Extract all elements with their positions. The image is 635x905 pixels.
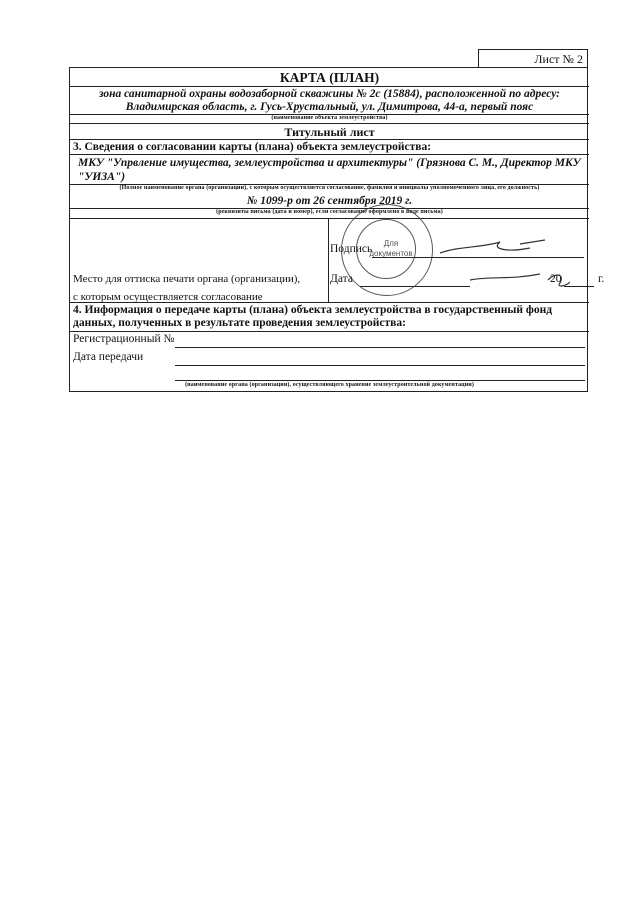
transfer-date-label: Дата передачи	[73, 351, 144, 363]
object-description-line1: зона санитарной охраны водозаборной скважины № 2с (15884), расположенной по адресу:	[98, 88, 561, 100]
approving-org-line1: МКУ "Упрвление имущества, землеустройства и архитектуры" (Грязнова С. М., Директор МКУ	[78, 157, 581, 169]
document-caption: (реквизиты письма (дата и номер), если согласование оформлено в виде письма)	[216, 209, 443, 215]
org-caption: (Полное наименование органа (организации), с которым осуществляется согласование, фамилия и инициалы уполномоченного лица, его должность)	[119, 185, 540, 191]
section4-heading-line1: 4. Информация о передаче карты (плана) объекта землеустройства в государственный фонд	[73, 304, 553, 316]
column-divider	[328, 218, 329, 302]
organization-stamp	[341, 204, 433, 296]
registration-number-label: Регистрационный №	[73, 333, 175, 345]
stamp-place-label-line2: с которым осуществляется согласование	[73, 291, 263, 303]
document-title: КАРТА (ПЛАН)	[279, 70, 380, 85]
signature-label: Подпись	[330, 243, 373, 255]
approval-document-ref: № 1099-р от 26 сентября 2019 г.	[246, 195, 413, 207]
year-prefix: 20	[550, 273, 562, 285]
sheet-number: Лист № 2	[478, 49, 588, 67]
stamp-place-label-line1: Место для оттиска печати органа (организации),	[73, 273, 301, 285]
object-caption: (наименование объекта землеустройства)	[271, 115, 388, 121]
object-description-line2: Владимирская область, г. Гусь-Хрустальный, ул. Димитрова, 44-а, первый пояс	[125, 101, 534, 113]
transfer-date-line	[175, 365, 585, 366]
storage-org-caption: (наименование органа (организации), осуществляющего хранение землеустроительной документации)	[185, 382, 474, 388]
title-sheet-label: Титульный лист	[284, 125, 375, 139]
approving-org-line2: "УИЗА")	[78, 171, 126, 183]
registration-number-line	[175, 347, 585, 348]
section3-heading: 3. Сведения о согласовании карты (плана) объекта землеустройства:	[73, 141, 432, 153]
divider	[70, 218, 589, 219]
divider	[70, 154, 589, 155]
divider	[70, 331, 589, 332]
document-frame	[69, 67, 605, 392]
divider	[70, 302, 589, 303]
storage-org-line	[175, 380, 585, 381]
year-suffix: г.	[598, 273, 605, 285]
stamp-text: Для документов	[369, 239, 413, 258]
date-label: Дата	[330, 273, 353, 285]
section4-heading-line2: данных, полученных в результате проведения землеустройства:	[73, 317, 406, 329]
divider	[70, 139, 589, 140]
divider	[70, 86, 589, 87]
divider	[70, 123, 589, 124]
